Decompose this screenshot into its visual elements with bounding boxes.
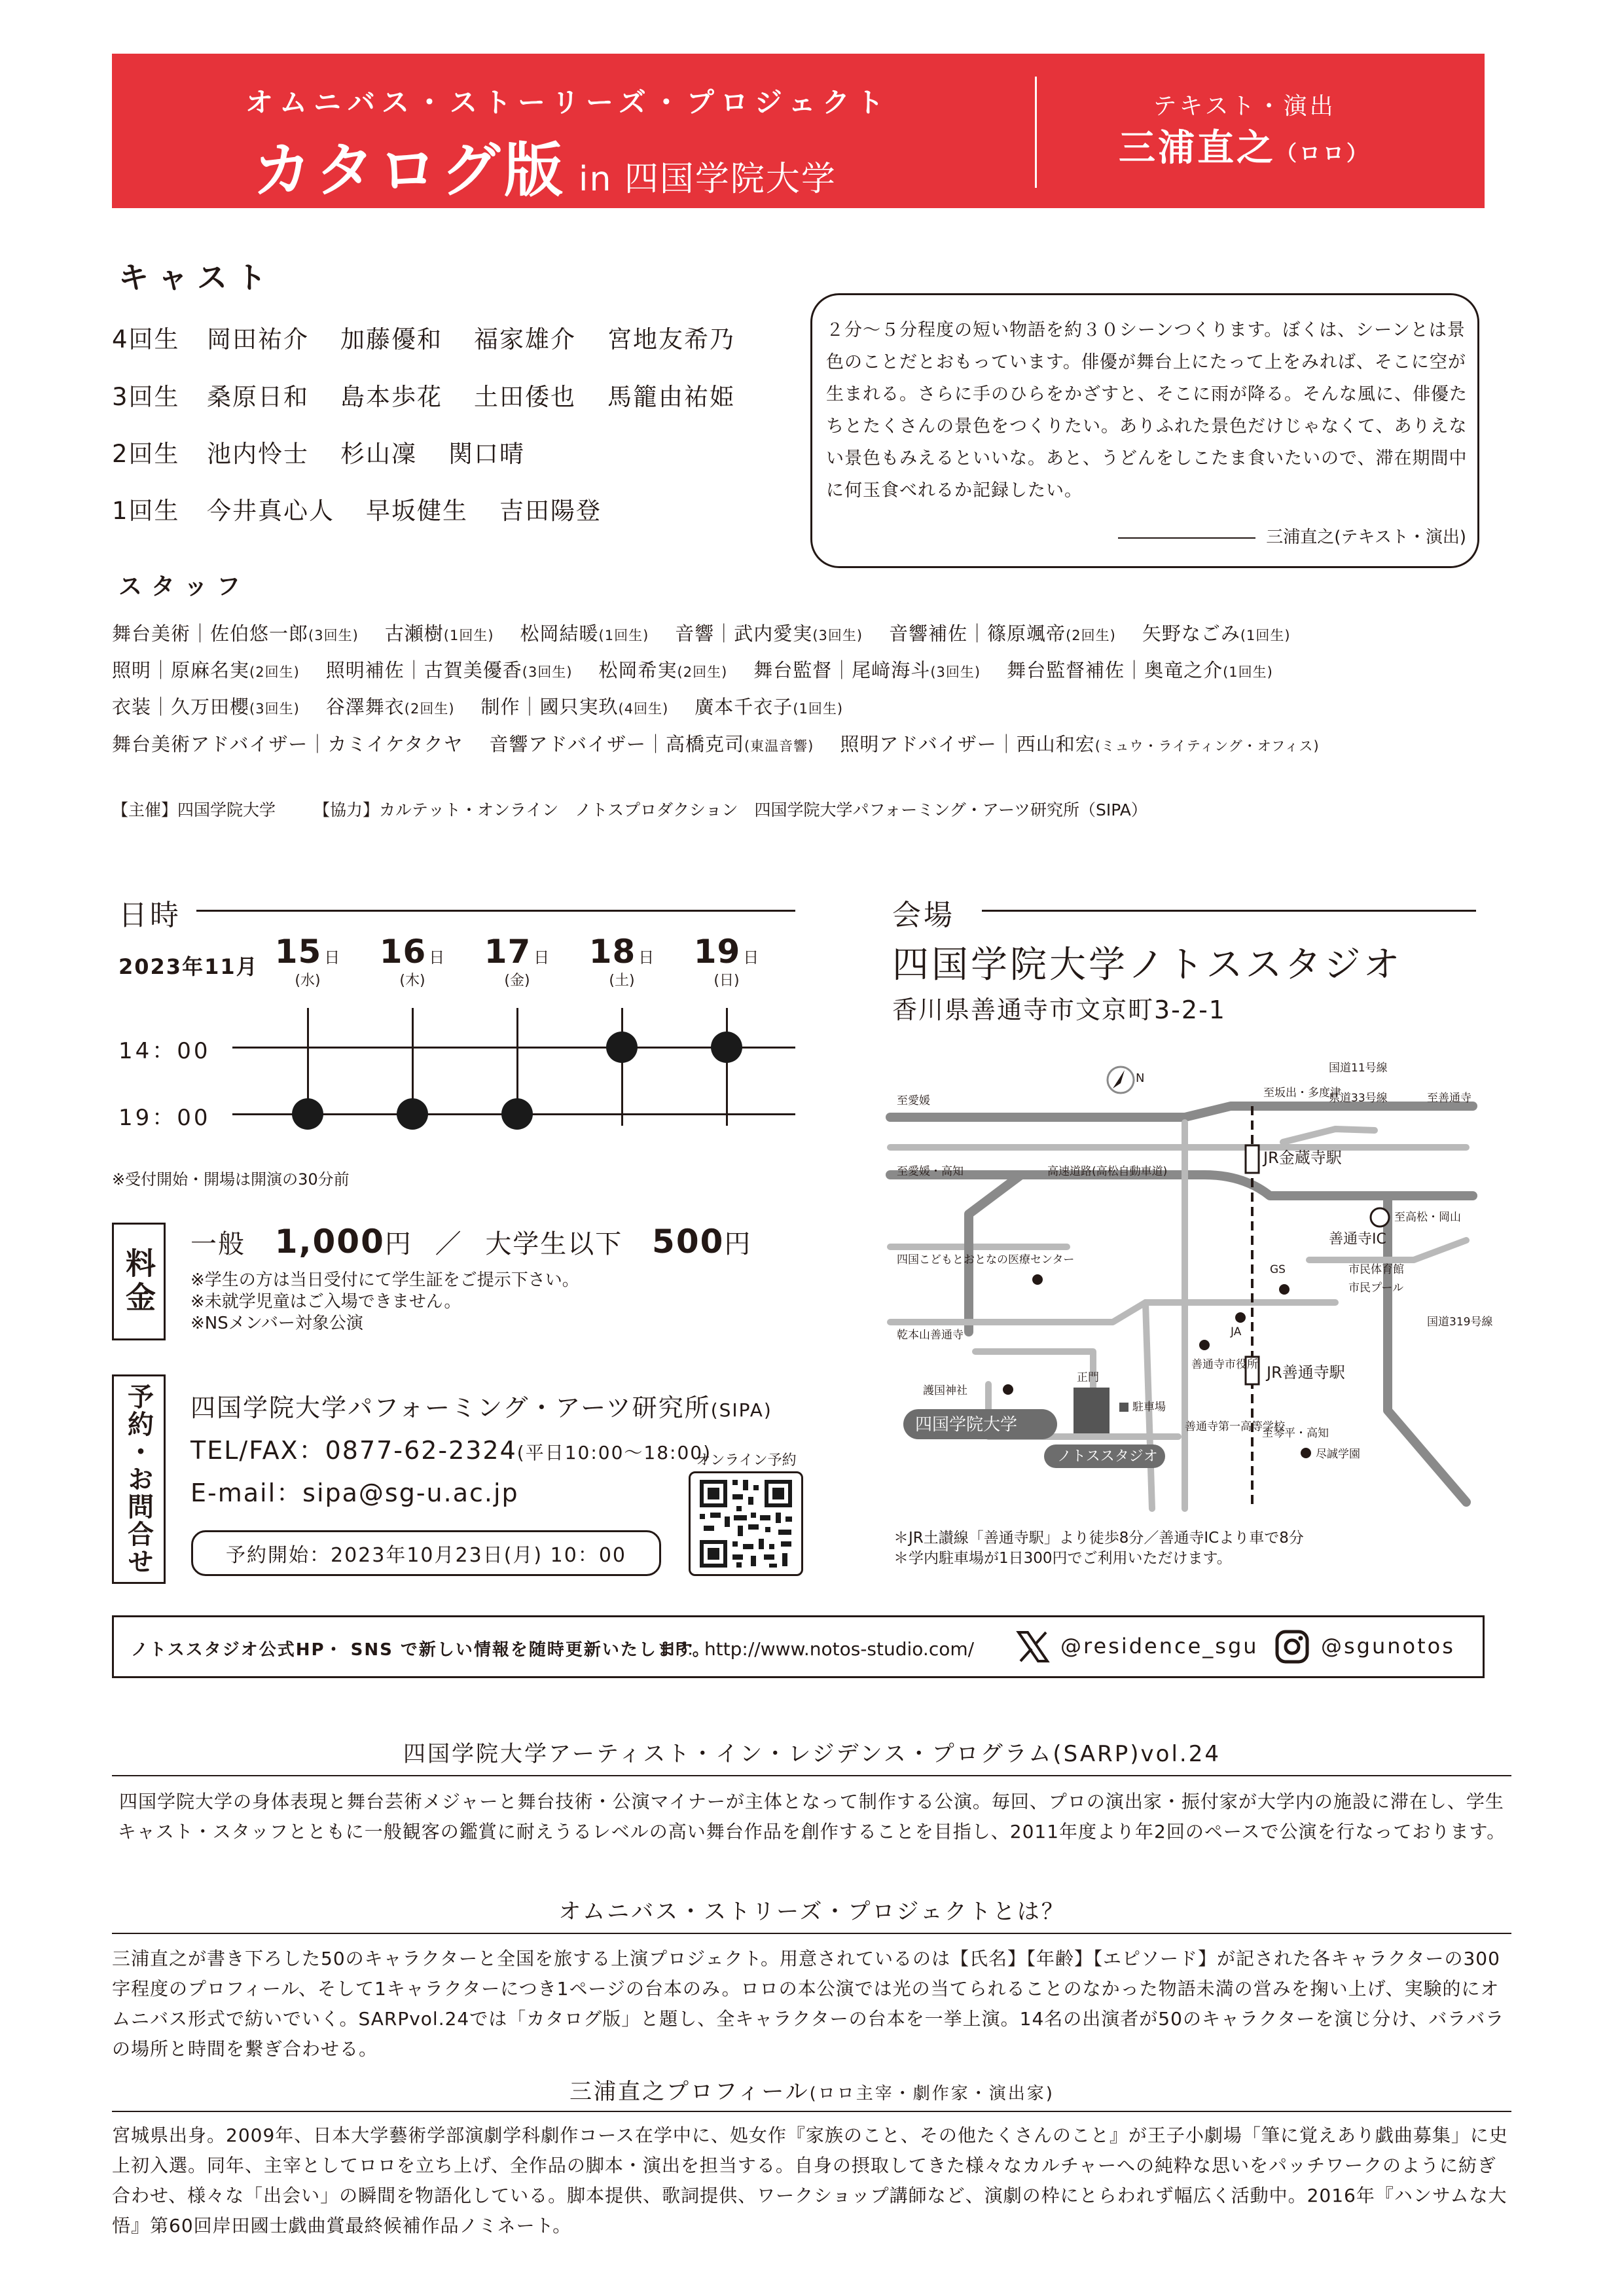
cast-name: 福家雄介 bbox=[474, 325, 576, 353]
profile-title-main: 三浦直之プロフィール bbox=[569, 2079, 810, 2105]
cast-name: 杉山凜 bbox=[340, 440, 417, 468]
staff-entry bbox=[599, 659, 728, 681]
staff-note: (1回生) bbox=[1240, 628, 1291, 643]
map-label: 市民プール bbox=[1348, 1282, 1404, 1295]
weekday: (土) bbox=[609, 973, 635, 989]
schedule-note: ※受付開始・開場は開演の30分前 bbox=[112, 1170, 350, 1189]
staff-note: (4回生) bbox=[618, 701, 669, 717]
schedule-column-line bbox=[621, 1008, 623, 1126]
general-label: 一般 bbox=[190, 1229, 245, 1259]
staff-role: 廣本千衣子 bbox=[695, 696, 793, 718]
map-label: 高速道路(高松自動車道) bbox=[1047, 1165, 1168, 1178]
staff-note: (3回生) bbox=[308, 628, 359, 643]
schedule-day bbox=[586, 933, 658, 990]
tel-hours: (平日10:00〜18:00) bbox=[516, 1442, 712, 1463]
map-label: 乾本山善通寺 bbox=[897, 1329, 964, 1342]
schedule-day bbox=[272, 933, 344, 990]
map-label: JR善通寺駅 bbox=[1267, 1363, 1345, 1382]
price-note: ※NSメンバー対象公演 bbox=[190, 1314, 363, 1333]
day-number bbox=[481, 933, 553, 971]
project-rule bbox=[112, 1933, 1511, 1934]
price-separator: ／ bbox=[435, 1229, 463, 1259]
title-main: カタログ版 bbox=[253, 136, 567, 205]
cast-name: 吉田陽登 bbox=[499, 497, 602, 525]
signature-text: 三浦直之(テキスト・演出) bbox=[1266, 528, 1466, 547]
profile-body: 宮城県出身。2009年、日本大学藝術学部演劇学科劇作コース在学中に、処女作『家族のこと、その他たくさんのこと』が王子小劇場「筆に覚えあり戯曲募集」に史上初入選。同年、主宰としてロロを立ち上げ、全作品の脚本・演出を担当する。自身の摂取してきた様々なカルチャーへの純粋な思いをパッチワークのように紡ぎ合わせ、様々な「出会い」の瞬間を物語化している。脚本提供、歌詞提供、ワークショップ講師など、演劇の枠にとらわれず幅広く活動中。2016年『ハンサムな大悟』第60回岸田國士戯曲賞最終候補作品ノミネート。 bbox=[112, 2125, 1508, 2236]
staff-note: (2回生) bbox=[404, 701, 455, 717]
staff-role: 音響アドバイザー｜高橋克司 bbox=[489, 733, 744, 755]
performance-dot bbox=[292, 1098, 323, 1130]
weekday: (木) bbox=[399, 973, 425, 989]
cast-name: 桑原日和 bbox=[207, 383, 309, 411]
instagram-handle[interactable]: @sgunotos bbox=[1321, 1634, 1455, 1659]
staff-note: (2回生) bbox=[1066, 628, 1116, 643]
performance-dot bbox=[397, 1098, 428, 1130]
map-note: ＊JR土讃線「善通寺駅」より徒歩8分／善通寺ICより車で8分 bbox=[893, 1530, 1304, 1547]
signature-rule bbox=[1118, 537, 1255, 539]
staff-note: (2回生) bbox=[249, 664, 300, 680]
day-number bbox=[376, 933, 448, 971]
instagram-icon[interactable] bbox=[1275, 1630, 1309, 1664]
cast-name: 島本歩花 bbox=[340, 383, 442, 411]
map-label: 国道319号線 bbox=[1427, 1316, 1493, 1329]
staff-entry bbox=[840, 733, 1319, 755]
map-label: JA bbox=[1231, 1325, 1242, 1338]
header-author bbox=[1048, 119, 1441, 171]
staff-role: 音響｜武内愛実 bbox=[675, 622, 813, 645]
map-label: 善通寺市役所 bbox=[1191, 1358, 1258, 1371]
map-label: GS bbox=[1270, 1263, 1286, 1276]
reservation-tel bbox=[190, 1430, 712, 1466]
map-label: 四国学院大学 bbox=[915, 1415, 1018, 1435]
homepage-link[interactable]: HP：http://www.notos-studio.com/ bbox=[661, 1638, 975, 1660]
venue-title: 会場 bbox=[892, 899, 955, 932]
staff-role: 音響補佐｜篠原颯帝 bbox=[889, 622, 1066, 645]
header-title bbox=[253, 122, 837, 207]
map-label: 駐車場 bbox=[1132, 1401, 1166, 1414]
cast-name: 岡田祐介 bbox=[207, 325, 309, 353]
staff-role: 照明補佐｜古賀美優香 bbox=[325, 659, 522, 681]
staff-entry bbox=[753, 659, 981, 681]
yen-2: 円 bbox=[724, 1229, 752, 1259]
schedule-rule bbox=[196, 910, 795, 912]
header-banner bbox=[112, 54, 1485, 208]
day-suffix: 日 bbox=[429, 948, 446, 967]
cast-name: 加藤優和 bbox=[340, 325, 442, 353]
staff-role: 舞台美術アドバイザー｜カミイケタクヤ bbox=[112, 733, 463, 755]
staff-note: (ミュウ・ライティング・オフィス) bbox=[1094, 738, 1320, 754]
project-body: 三浦直之が書き下ろした50のキャラクターと全国を旅する上演プロジェクト。用意されているのは【氏名】【年齢】【エピソード】が記された各キャラクターの300字程度のプロフィール、そして1キャラクターにつき1ページの台本のみ。ロロの本公演では光の当てられることのなかった物語未満の営みを掬い上げ、実験的にオムニバス形式で紡いでいく。SARPvol.24では「カタログ版」と題し、全キャラクターの台本を一挙上演。14名の出演者が50のキャラクターを演じ分け、バラバラの場所と時間を繋ぎ合わせる。 bbox=[112, 1948, 1505, 2060]
staff-entry bbox=[675, 622, 863, 645]
staff-entry bbox=[1142, 622, 1291, 645]
student-label: 大学生以下 bbox=[485, 1229, 623, 1259]
staff-entry bbox=[326, 696, 455, 718]
staff-note: (3回生) bbox=[249, 701, 300, 717]
org-name: 四国学院大学パフォーミング・アーツ研究所 bbox=[190, 1393, 711, 1422]
staff-entry bbox=[112, 622, 359, 645]
staff-note: (1回生) bbox=[1223, 664, 1273, 680]
staff-entry bbox=[695, 696, 843, 718]
map-note: ＊学内駐車場が1日300円でご利用いただけます。 bbox=[893, 1550, 1232, 1567]
header-subtitle: オムニバス・ストーリーズ・プロジェクト bbox=[245, 86, 891, 118]
day-number bbox=[586, 933, 658, 971]
staff-note: (3回生) bbox=[930, 664, 981, 680]
staff-entry bbox=[1007, 659, 1273, 681]
cast-row bbox=[112, 377, 767, 412]
profile-title-note: (ロロ主宰・劇作家・演出家) bbox=[809, 2084, 1055, 2104]
staff-entry bbox=[490, 733, 814, 755]
price-main bbox=[190, 1223, 751, 1261]
staff-role: 衣装｜久万田櫻 bbox=[112, 696, 250, 718]
staff-row bbox=[112, 619, 1317, 646]
staff-role: 谷澤舞衣 bbox=[325, 696, 405, 718]
credit-cooperation: 【協力】カルテット・オンライン ノトスプロダクション 四国学院大学パフォーミング・アーツ研究所（SIPA） bbox=[313, 800, 1147, 819]
schedule-day bbox=[481, 933, 553, 990]
staff-note: (1回生) bbox=[443, 628, 494, 643]
staff-row bbox=[112, 656, 1299, 683]
day-value: 19 bbox=[693, 933, 741, 971]
staff-role: 照明アドバイザー｜西山和宏 bbox=[840, 733, 1095, 755]
map-label: 護国神社 bbox=[923, 1384, 967, 1397]
x-logo-icon[interactable] bbox=[1015, 1628, 1051, 1665]
venue-rule bbox=[982, 910, 1476, 912]
cast-year: 4回生 bbox=[112, 325, 180, 353]
day-suffix: 日 bbox=[638, 948, 655, 967]
performance-dot bbox=[711, 1031, 742, 1063]
author-group: （ロロ） bbox=[1275, 141, 1370, 166]
reservation-org bbox=[190, 1388, 772, 1424]
cast-name: 今井真心人 bbox=[207, 497, 334, 525]
price-notes bbox=[190, 1270, 579, 1335]
staff-entry bbox=[112, 696, 300, 718]
staff-row bbox=[112, 730, 1346, 757]
sns-text: ノトススタジオ公式HP・ SNS で新しい情報を随時更新いたします。 bbox=[131, 1640, 711, 1660]
cast-name: 早坂健生 bbox=[366, 497, 468, 525]
cast-name: 土田倭也 bbox=[474, 383, 576, 411]
venue-address: 香川県善通寺市文京町3-2-1 bbox=[892, 996, 1226, 1024]
schedule-time: 19：00 bbox=[118, 1105, 211, 1131]
cast-year: 1回生 bbox=[112, 497, 180, 525]
author-name: 三浦直之 bbox=[1118, 127, 1276, 170]
map-label: 至坂出・多度津 bbox=[1263, 1086, 1341, 1100]
weekday: (日) bbox=[713, 973, 740, 989]
staff-entry bbox=[112, 733, 463, 755]
yen-1: 円 bbox=[384, 1229, 412, 1259]
map-label: 至愛媛・高知 bbox=[897, 1165, 964, 1178]
access-map bbox=[877, 1044, 1493, 1509]
price-note: ※学生の方は当日受付にて学生証をご提示下さい。 bbox=[190, 1270, 579, 1290]
map-label: 至善通寺 bbox=[1427, 1092, 1471, 1105]
sarp-title: 四国学院大学アーティスト・イン・レジデンス・プログラム(SARP)vol.24 bbox=[403, 1741, 1221, 1767]
map-label: 市民体育館 bbox=[1348, 1263, 1404, 1276]
map-label: 善通寺IC bbox=[1329, 1231, 1386, 1247]
header-role: テキスト・演出 bbox=[1153, 93, 1336, 120]
general-price: 1,000 bbox=[274, 1223, 385, 1261]
map-label: 至愛媛 bbox=[897, 1094, 930, 1107]
price-note: ※未就学児童はご入場できません。 bbox=[190, 1292, 461, 1312]
map-label: 県道33号線 bbox=[1329, 1092, 1388, 1105]
schedule-title: 日時 bbox=[118, 899, 181, 932]
staff-role: 舞台美術｜佐伯悠一郎 bbox=[112, 622, 309, 645]
staff-entry bbox=[385, 622, 494, 645]
day-value: 18 bbox=[588, 933, 636, 971]
map-label: 正門 bbox=[1077, 1371, 1099, 1384]
quote-text: ２分〜５分程度の短い物語を約３０シーンつくります。ぼくは、シーンとは景色のことだとおもっています。俳優が舞台上にたって上をみれば、そこに空が生まれる。さらに手のひらをかざすと、そこに雨が降る。そんな風に、俳優たちとたくさんの景色をつくりたい。ありふれた景色だけじゃなくて、ありえない景色もみえるといいな。あと、うどんをしこたま食いたいので、滞在期間中に何玉食べれるか記録したい。 bbox=[826, 320, 1468, 501]
staff-role: 矢野なごみ bbox=[1142, 622, 1240, 645]
cast-name: 宮地友希乃 bbox=[607, 325, 735, 353]
venue-name: 四国学院大学ノトススタジオ bbox=[892, 944, 1403, 986]
day-suffix: 日 bbox=[743, 948, 760, 967]
sarp-rule bbox=[112, 1775, 1511, 1776]
schedule-column-line bbox=[726, 1008, 728, 1126]
staff-role: 照明｜原麻名実 bbox=[112, 659, 250, 681]
org-abbr: (SIPA) bbox=[710, 1399, 772, 1421]
map-label: 尽誠学園 bbox=[1316, 1448, 1360, 1461]
staff-note: (2回生) bbox=[677, 664, 728, 680]
map-label: 四国こどもとおとなの医療センター bbox=[897, 1253, 1075, 1266]
staff-note: (3回生) bbox=[522, 664, 573, 680]
staff-note: (3回生) bbox=[812, 628, 863, 643]
staff-entry bbox=[889, 622, 1116, 645]
cast-name: 池内怜士 bbox=[207, 440, 309, 468]
performance-dot bbox=[606, 1031, 638, 1063]
staff-role: 松岡希実 bbox=[598, 659, 677, 681]
map-label: ノトススタジオ bbox=[1057, 1448, 1158, 1465]
quote-signature bbox=[1087, 524, 1466, 548]
staff-note: (1回生) bbox=[793, 701, 844, 717]
reservation-start: 予約開始：2023年10月23日(月) 10：00 bbox=[191, 1530, 661, 1576]
reservation-label: 予約・お問合せ bbox=[112, 1374, 166, 1584]
day-value: 16 bbox=[379, 933, 427, 971]
day-value: 17 bbox=[484, 933, 532, 971]
staff-role: 制作｜國只実玖 bbox=[480, 696, 619, 718]
map-label: JR金蔵寺駅 bbox=[1263, 1149, 1342, 1167]
price-label: 料金 bbox=[112, 1223, 166, 1340]
staff-note: (1回生) bbox=[598, 628, 649, 643]
day-value: 15 bbox=[274, 933, 322, 971]
reservation-email[interactable]: E-mail：sipa@sg-u.ac.jp bbox=[190, 1479, 519, 1507]
performance-dot bbox=[501, 1098, 533, 1130]
schedule-time: 14：00 bbox=[118, 1038, 211, 1064]
map-label: 至高松・岡山 bbox=[1394, 1211, 1461, 1224]
staff-entry bbox=[481, 696, 669, 718]
day-suffix: 日 bbox=[324, 948, 341, 967]
staff-role: 古瀬樹 bbox=[384, 622, 444, 645]
online-reservation-label: オンライン予約 bbox=[696, 1452, 797, 1469]
weekday: (水) bbox=[295, 973, 321, 989]
credits bbox=[112, 797, 1180, 821]
cast-name: 馬籠由祐姫 bbox=[607, 383, 735, 411]
project-title: オムニバス・ストリーズ・プロジェクトとは？ bbox=[558, 1899, 1066, 1925]
staff-role: 舞台監督｜尾﨑海斗 bbox=[753, 659, 931, 681]
staff-role: 舞台監督補佐｜奥竜之介 bbox=[1007, 659, 1223, 681]
title-in: in 四国学院大学 bbox=[579, 160, 837, 199]
qr-code[interactable] bbox=[689, 1471, 803, 1576]
credit-host: 【主催】四国学院大学 bbox=[112, 800, 276, 819]
qr-code-icon bbox=[691, 1473, 801, 1574]
staff-row bbox=[112, 692, 869, 719]
staff-note: (東温音響) bbox=[744, 738, 814, 754]
schedule-day bbox=[691, 933, 763, 990]
staff-entry bbox=[326, 659, 573, 681]
cast-year: 2回生 bbox=[112, 440, 180, 468]
profile-rule bbox=[112, 2111, 1511, 2112]
schedule-day bbox=[376, 933, 448, 990]
cast-year: 3回生 bbox=[112, 383, 180, 411]
profile-title bbox=[0, 2073, 1624, 2106]
cast-row bbox=[112, 319, 767, 355]
day-number bbox=[691, 933, 763, 971]
map-label: 善通寺第一高等学校 bbox=[1185, 1420, 1285, 1433]
x-handle[interactable]: @residence_sgu bbox=[1060, 1634, 1259, 1659]
day-number bbox=[272, 933, 344, 971]
map-label: 国道11号線 bbox=[1329, 1062, 1388, 1075]
cast-row bbox=[112, 434, 556, 469]
tel-number[interactable]: TEL/FAX：0877-62-2324 bbox=[190, 1436, 517, 1465]
cast-row bbox=[112, 491, 633, 526]
map-north: N bbox=[1136, 1071, 1145, 1085]
staff-title: スタッフ bbox=[118, 573, 250, 600]
cast-title: キャスト bbox=[118, 260, 276, 295]
weekday: (金) bbox=[504, 973, 530, 989]
day-suffix: 日 bbox=[533, 948, 550, 967]
map-notes bbox=[893, 1528, 1304, 1569]
staff-entry bbox=[112, 659, 300, 681]
map-label: 至琴平・高知 bbox=[1262, 1427, 1329, 1440]
staff-role: 松岡結暖 bbox=[520, 622, 599, 645]
student-price: 500 bbox=[652, 1223, 725, 1261]
cast-name: 関口晴 bbox=[448, 440, 525, 468]
header-divider bbox=[1035, 77, 1037, 188]
staff-entry bbox=[520, 622, 649, 645]
schedule-year-month: 2023年11月 bbox=[118, 954, 259, 979]
sarp-body: 四国学院大学の身体表現と舞台芸術メジャーと舞台技術・公演マイナーが主体となって制作する公演。毎回、プロの演出家・振付家が大学内の施設に滞在し、学生キャスト・スタッフとともに一般観客の鑑賞に耐えうるレベルの高い舞台作品を創作することを目指し、2011年度より年2回のペースで公演を行なっております。 bbox=[117, 1791, 1506, 1842]
